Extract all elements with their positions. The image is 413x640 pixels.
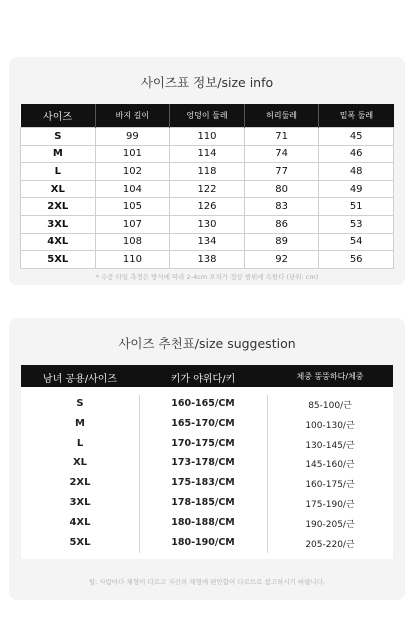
size-suggestion-header-row (21, 365, 393, 387)
table-cell: 89 (244, 233, 319, 251)
table-cell: 80 (244, 180, 319, 198)
size-info-header-row (21, 104, 394, 128)
table-cell: 2XL (21, 198, 96, 216)
list-item (21, 415, 393, 434)
list-item (21, 514, 393, 533)
table-cell: 104 (95, 180, 170, 198)
table-cell: 71 (244, 128, 319, 146)
table-cell: 101 (95, 145, 170, 163)
table-cell: 86 (244, 215, 319, 233)
list-item-cell: 85-100/근 (308, 401, 352, 411)
header-unisex-size: 남녀 공용/사이즈 (42, 374, 118, 385)
table-cell: 134 (170, 233, 245, 251)
list-item-cell: 170-175/CM (171, 437, 235, 449)
list-item-cell: 5XL (69, 536, 91, 548)
table-row (21, 233, 394, 251)
table-cell: L (21, 163, 96, 181)
table-cell: 53 (319, 215, 394, 233)
list-item-cell: XL (72, 457, 88, 469)
table-cell: 118 (170, 163, 245, 181)
table-cell: 110 (95, 251, 170, 269)
list-item-cell: 205-220/근 (305, 539, 355, 550)
list-item-cell: 130-145/근 (305, 440, 355, 451)
table-cell: 77 (244, 163, 319, 181)
table-cell: 83 (244, 198, 319, 216)
list-item-cell: 4XL (69, 516, 91, 528)
table-cell: 45 (319, 128, 394, 146)
table-cell: 130 (170, 215, 245, 233)
header-waist: 허리둘레 (244, 104, 319, 128)
table-cell: 5XL (21, 251, 96, 269)
list-item (21, 494, 393, 513)
list-item-cell: 180-190/CM (171, 536, 235, 548)
table-cell: 92 (244, 251, 319, 269)
table-cell: 107 (95, 215, 170, 233)
list-item-cell: 3XL (69, 497, 91, 508)
list-item-cell: 160-175/근 (305, 480, 355, 491)
header-hem: 밑폭 둘레 (319, 104, 394, 128)
table-row (21, 128, 394, 146)
size-suggestion-note: 팁: 사람마다 체형이 다르고 자신의 체형에 편안함이 다르므로 참고하시기 바랍니다. (88, 578, 326, 586)
table-cell: 46 (319, 145, 394, 163)
size-suggestion-card (9, 318, 405, 600)
table-cell: 138 (170, 251, 245, 269)
table-cell: S (21, 128, 96, 146)
table-cell: 122 (170, 180, 245, 198)
table-row (21, 215, 394, 233)
list-item-cell: 100-130/근 (305, 420, 355, 431)
table-row (21, 163, 394, 181)
table-cell: 114 (170, 145, 245, 163)
list-item (21, 474, 393, 493)
table-row (21, 198, 394, 216)
header-length: 바지 길이 (95, 104, 170, 128)
list-item-cell: 175-183/CM (171, 477, 235, 489)
list-item (21, 534, 393, 553)
table-cell: 54 (319, 233, 394, 251)
list-item-cell: M (75, 417, 85, 429)
table-cell: M (21, 145, 96, 163)
table-row (21, 180, 394, 198)
header-hip: 엉덩이 둘레 (170, 104, 245, 128)
table-cell: 4XL (21, 233, 96, 251)
list-item-cell: 175-190/근 (305, 500, 355, 510)
list-item-cell: 173-178/CM (171, 457, 235, 469)
size-info-title: 사이즈표 정보/size info (140, 75, 274, 90)
table-row (21, 251, 394, 269)
table-cell: 108 (95, 233, 170, 251)
table-cell: 105 (95, 198, 170, 216)
size-suggestion-table (21, 365, 393, 559)
table-row (21, 145, 394, 163)
list-item (21, 435, 393, 454)
list-item-cell: 178-185/CM (171, 497, 235, 508)
header-size: 사이즈 (21, 104, 96, 128)
list-item-cell: 190-205/근 (305, 519, 355, 530)
table-cell: 102 (95, 163, 170, 181)
size-info-card (9, 57, 405, 285)
list-item-cell: 165-170/CM (171, 417, 235, 429)
list-item-cell: 145-160/근 (305, 460, 355, 471)
table-cell: 126 (170, 198, 245, 216)
header-height: 키가 야위다/키 (170, 374, 236, 385)
list-item-cell: L (76, 437, 84, 449)
table-cell: 49 (319, 180, 394, 198)
size-suggestion-title: 사이즈 추천표/size suggestion (118, 336, 296, 351)
table-cell: 74 (244, 145, 319, 163)
list-item-cell: 2XL (69, 477, 91, 489)
list-item (21, 395, 393, 414)
size-info-table (20, 104, 394, 269)
list-item-cell: S (76, 398, 84, 409)
table-cell: 99 (95, 128, 170, 146)
table-cell: 3XL (21, 215, 96, 233)
list-item-cell: 180-188/CM (171, 516, 235, 528)
header-weight: 체중 뚱뚱하다/체중 (296, 372, 364, 381)
list-item (21, 454, 393, 473)
table-cell: XL (21, 180, 96, 198)
table-cell: 56 (319, 251, 394, 269)
table-cell: 110 (170, 128, 245, 146)
table-cell: 48 (319, 163, 394, 181)
size-info-note: * 수공 타일 측정은 방식에 따라 2-4cm 오차가 정상 범위에 속한다 (단위: cm) (95, 273, 319, 281)
table-cell: 51 (319, 198, 394, 216)
list-item-cell: 160-165/CM (171, 398, 235, 409)
